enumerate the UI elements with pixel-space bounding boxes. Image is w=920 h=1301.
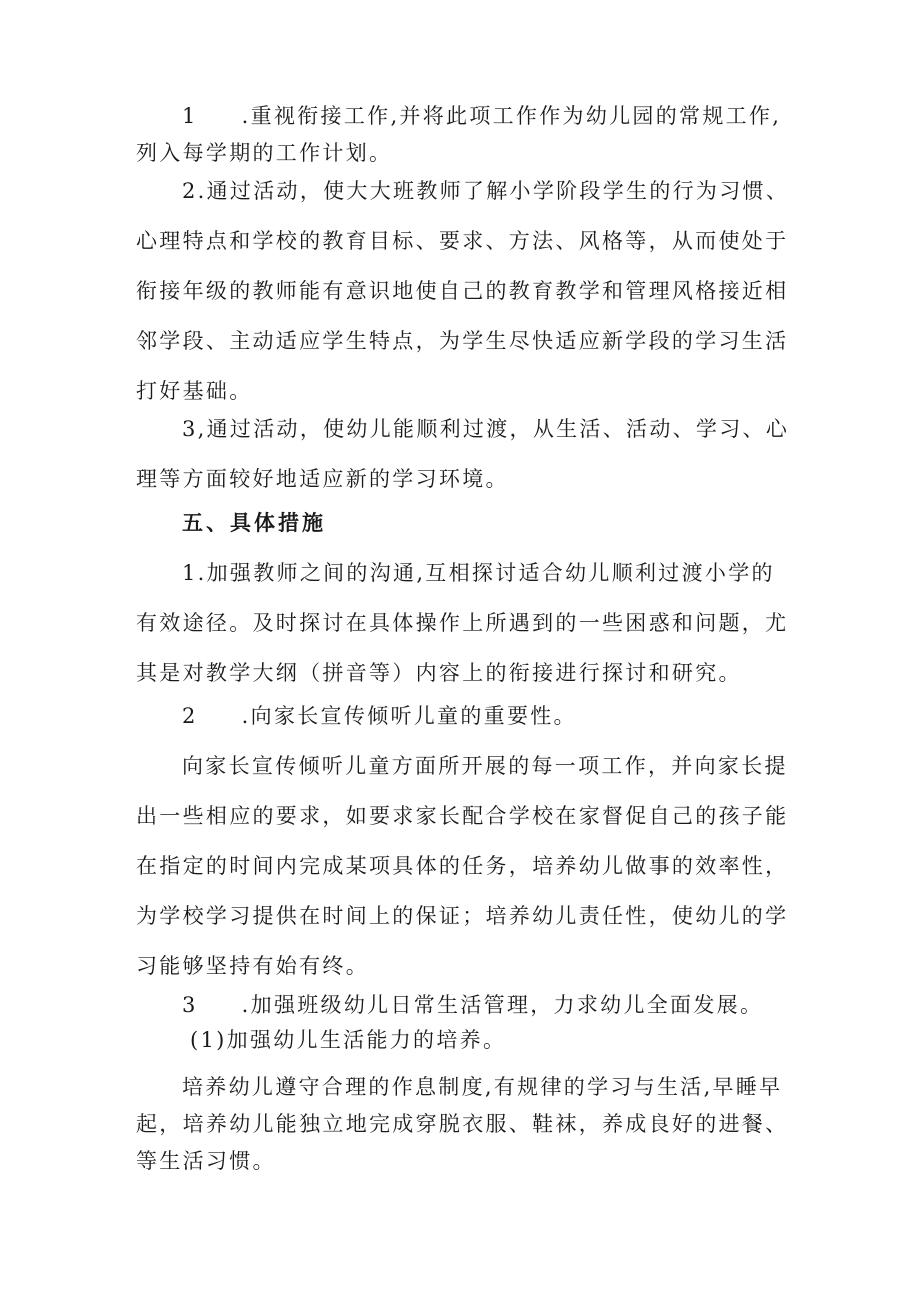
section-heading: 五、具体措施 xyxy=(182,511,326,535)
paragraph-text: .重视衔接工作,并将此项工作作为幼儿园的常规工作, xyxy=(241,104,782,128)
list-number: 3 xyxy=(182,993,198,1017)
subheading-life-skills: (1)加强幼儿生活能力的培养。 xyxy=(190,1028,507,1052)
paragraph-measure-2 xyxy=(136,691,796,741)
paragraph-text: .加强班级幼儿日常生活管理，力求幼儿全面发展。 xyxy=(241,993,764,1017)
paragraph-text: 邻学段、主动适应学生特点，为学生尽快适应新学段的学习生活 xyxy=(136,329,789,353)
paragraph-text: 在指定的时间内完成某项具体的任务，培养幼儿做事的效率性， xyxy=(136,854,789,878)
paragraph-text: 3,通过活动，使幼儿能顺利过渡，从生活、活动、学习、心 xyxy=(182,417,790,441)
paragraph-text: 有效途径。及时探讨在具体操作上所遇到的一些困惑和问题，尤 xyxy=(136,611,789,635)
paragraph-text: 心理特点和学校的教育目标、要求、方法、风格等，从而使处于 xyxy=(136,229,789,253)
paragraph-text: 起，培养幼儿能独立地完成穿脱衣服、鞋袜，养成良好的进餐、 xyxy=(136,1112,789,1136)
paragraph-text: 列入每学期的工作计划。 xyxy=(136,141,393,165)
paragraph-text: 1.加强教师之间的沟通,互相探讨适合幼儿顺利过渡小学的 xyxy=(182,561,775,585)
paragraph-text: 向家长宣传倾听儿童方面所开展的每一项工作，并向家长提 xyxy=(182,754,788,778)
paragraph-text: 习能够坚持有始有终。 xyxy=(136,954,369,978)
paragraph-text: 2.通过活动，使大大班教师了解小学阶段学生的行为习惯、 xyxy=(182,179,790,203)
paragraph-text: 为学校学习提供在时间上的保证；培养幼儿责任性，使幼儿的学 xyxy=(136,904,789,928)
paragraph-text: 理等方面较好地适应新的学习环境。 xyxy=(136,467,509,491)
paragraph-text: 培养幼儿遵守合理的作息制度,有规律的学习与生活,早睡早 xyxy=(182,1075,783,1099)
paragraph-measure-2-body xyxy=(136,741,796,991)
list-number: 2 xyxy=(182,704,198,728)
paragraph-measure-3-body xyxy=(136,1069,796,1180)
paragraph-goal-1 xyxy=(136,98,796,172)
paragraph-text: 衔接年级的教师能有意识地使自己的教育教学和管理风格接近相 xyxy=(136,279,789,303)
paragraph-goal-2 xyxy=(136,166,796,416)
paragraph-text: 其是对教学大纲（拼音等）内容上的衔接进行探讨和研究。 xyxy=(136,661,742,685)
list-number: 1 xyxy=(182,104,198,128)
paragraph-text: 等生活习惯。 xyxy=(136,1149,276,1173)
paragraph-goal-3 xyxy=(136,404,796,504)
paragraph-text: 打好基础。 xyxy=(136,379,253,403)
paragraph-measure-1 xyxy=(136,548,796,698)
paragraph-text: .向家长宣传倾听儿童的重要性。 xyxy=(241,704,577,728)
paragraph-text: 出一些相应的要求，如要求家长配合学校在家督促自己的孩子能 xyxy=(136,804,789,828)
